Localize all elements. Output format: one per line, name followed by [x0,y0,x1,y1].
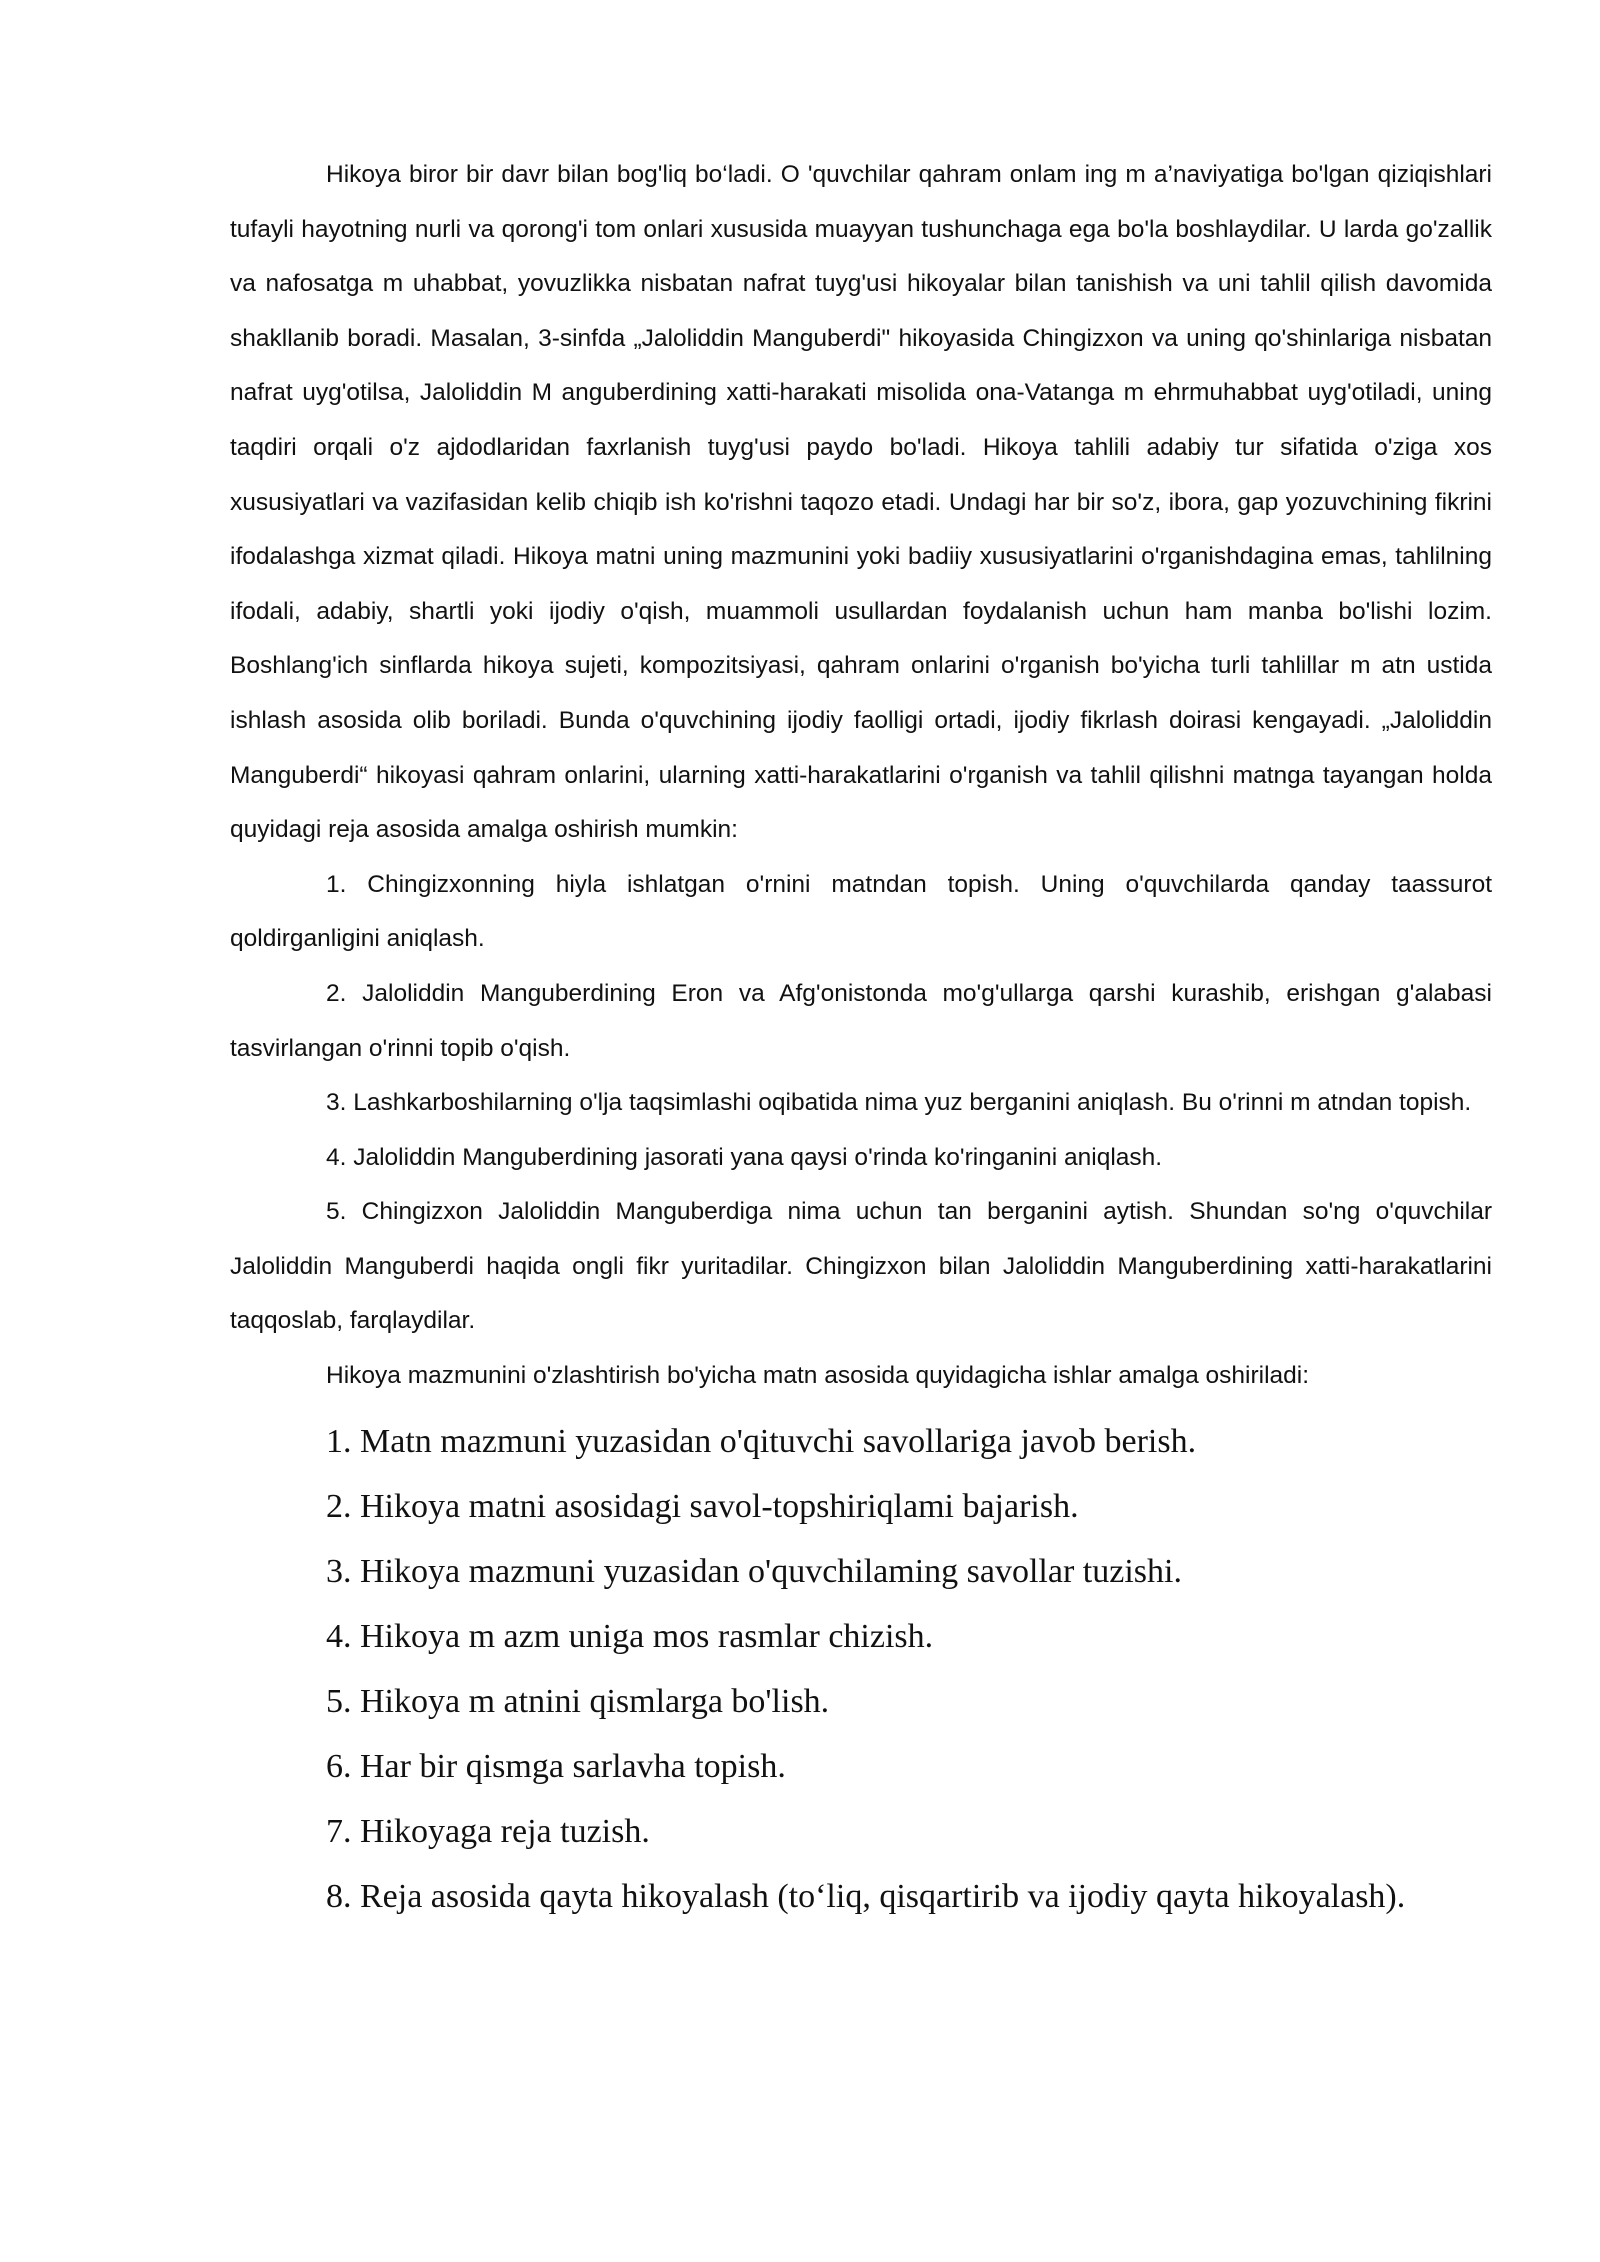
tasks-intro: Hikoya mazmunini o'zlashtirish bo'yicha matn asosida quyidagicha ishlar amalga oshiriladi: [326,1362,1310,1390]
plan-item-3: 3. Lashkarboshilarning o'lja taqsimlashi oqibatida nima yuz berganini aniqlash. Bu o'rinni m atndan topish. [326,1089,1472,1117]
task-item-5: 5. Hikoya m atnini qismlarga bo'lish. [326,1682,830,1720]
plan-item-1: 1. Chingizxonning hiyla ishlatgan o'rnini matndan topish. Uning o'quvchilarda qanday taassurot qoldirganligini aniqlash. [230,870,1492,953]
task-item-1: 1. Matn mazmuni yuzasidan o'qituvchi savollariga javob berish. [326,1422,1197,1460]
task-item-8: 8. Reja asosida qayta hikoyalash (to‘liq, qisqartirib va ijodiy qayta hikoyalash). [326,1877,1406,1915]
plan-item-5: 5. Chingizxon Jaloliddin Manguberdiga nima uchun tan berganini aytish. Shundan so'ng o'quvchilar Jaloliddin Manguberdi haqida ongli fikr yuritadilar. Chingizxon bilan Jaloliddin Manguberdining xatti-harakatlarini taqqoslab, farqlaydilar. [230,1198,1492,1335]
tasks-list [230,1409,1492,1929]
intro-paragraph: Hikoya biror bir davr bilan bog'liq bo‘ladi. O 'quvchilar qahram onlam ing m a’naviyatiga bo'lgan qiziqishlari tufayli hayotning nurli va qorong'i tom onlari xususida muayyan tushunchaga ega bo'la boshlaydilar. U larda go'zallik va nafosatga m uhabbat, yovuzlikka nisbatan nafrat tuyg'usi hikoyalar bilan tanishish va uni tahlil qilish davomida shakllanib boradi. Masalan, 3-sinfda „Jaloliddin Manguberdi" hikoyasida Chingizxon va uning qo'shinlariga nisbatan nafrat uyg'otilsa, Jaloliddin M anguberdining xatti-harakati misolida ona-Vatanga m ehrmuhabbat uyg'otiladi, uning taqdiri orqali o'z ajdodlaridan faxrlanish tuyg'usi paydo bo'ladi. Hikoya tahlili adabiy tur sifatida o'ziga xos xususiyatlari va vazifasidan kelib chiqib ish ko'rishni taqozo etadi. Undagi har bir so'z, ibora, gap yozuvchining fikrini ifodalashga xizmat qiladi. Hikoya matni uning mazmunini yoki badiiy xususiyatlarini o'rganishdagina emas, tahlilning ifodali, adabiy, shartli yoki ijodiy o'qish, muammoli usullardan foydalanish uchun ham manba bo'lishi lozim. Boshlang'ich sinflarda hikoya sujeti, kompozitsiyasi, qahram onlarini o'rganish bo'yicha turli tahlillar m atn ustida ishlash asosida olib boriladi. Bunda o'quvchining ijodiy faolligi ortadi, ijodiy fikrlash doirasi kengayadi. „Jaloliddin Manguberdi“ hikoyasi qahram onlarini, ularning xatti-harakatlarini o'rganish va tahlil qilishni matnga tayangan holda quyidagi reja asosida amalga oshirish mumkin: [230,161,1492,844]
plan-item-2: 2. Jaloliddin Manguberdining Eron va Afg'onistonda mo'g'ullarga qarshi kurashib, erishgan g'alabasi tasvirlangan o'rinni topib o'qish. [230,979,1492,1062]
task-item-2: 2. Hikoya matni asosidagi savol-topshiriqlami bajarish. [326,1487,1079,1525]
task-item-6: 6. Har bir qismga sarlavha topish. [326,1747,786,1785]
task-item-7: 7. Hikoyaga reja tuzish. [326,1812,650,1850]
task-item-4: 4. Hikoya m azm uniga mos rasmlar chizish. [326,1617,934,1655]
plan-item-4: 4. Jaloliddin Manguberdining jasorati yana qaysi o'rinda ko'ringanini aniqlash. [326,1143,1163,1171]
task-item-3: 3. Hikoya mazmuni yuzasidan o'quvchilaming savollar tuzishi. [326,1552,1182,1590]
document-page [230,148,1492,1929]
